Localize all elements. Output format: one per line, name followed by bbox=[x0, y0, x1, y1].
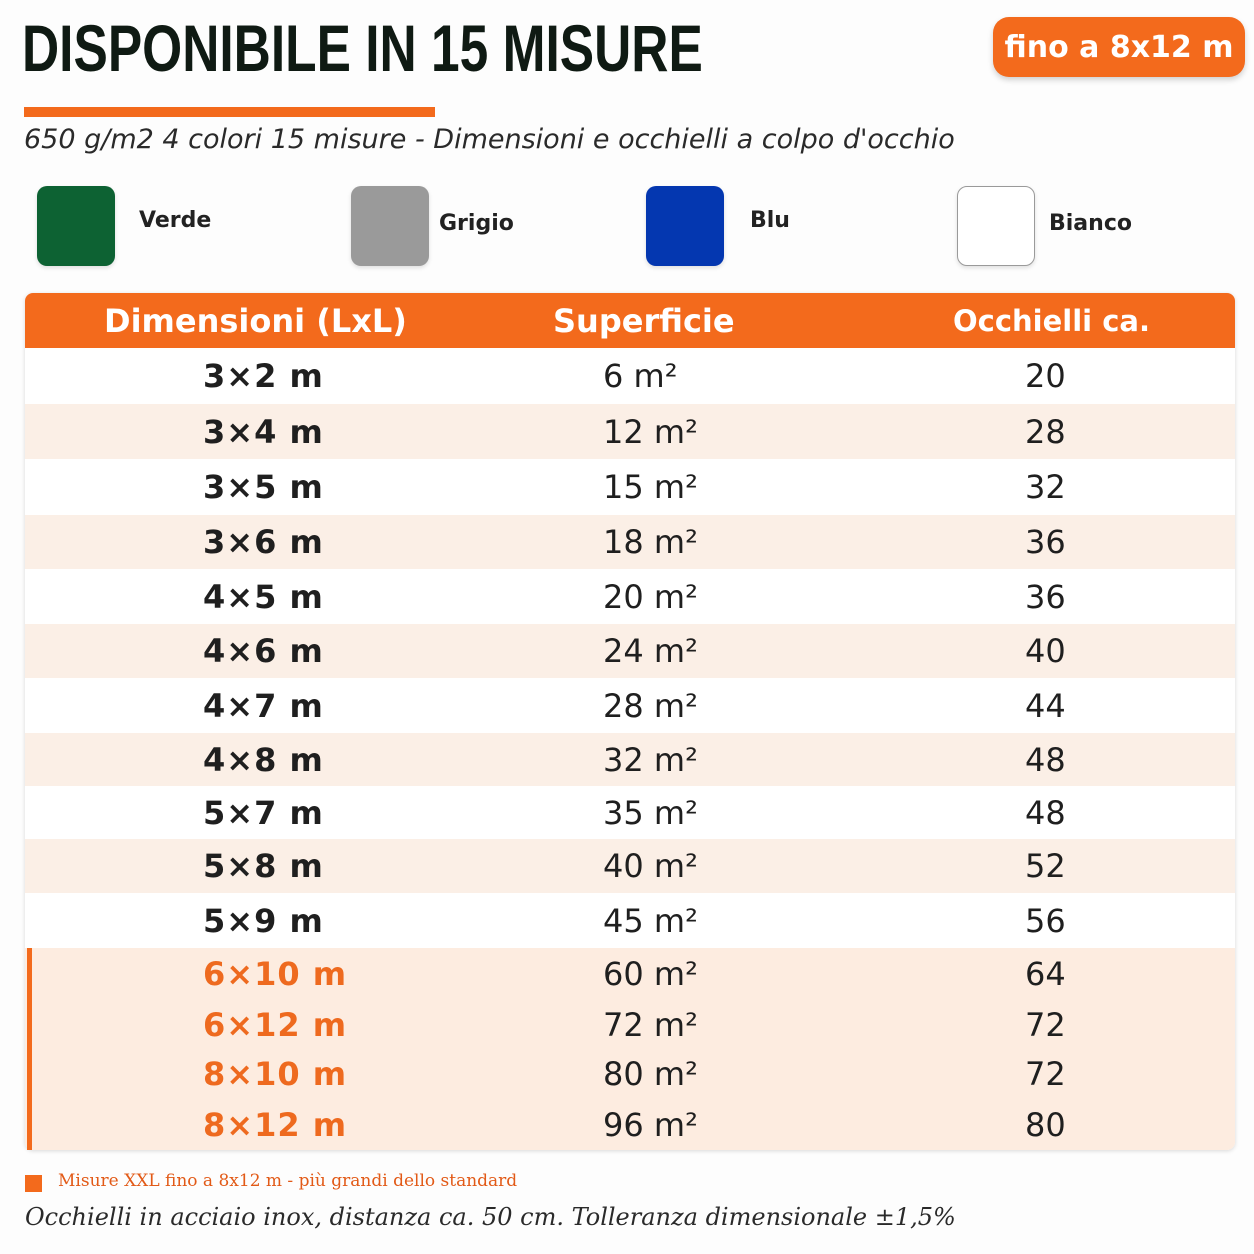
cell-surface: 12 m² bbox=[603, 412, 698, 451]
cell-eyelets: 28 bbox=[1025, 412, 1066, 451]
size-badge: fino a 8x12 m bbox=[993, 17, 1245, 77]
cell-dimensions: 4×5 m bbox=[203, 577, 324, 616]
table-row bbox=[25, 948, 1235, 1000]
table-row bbox=[25, 786, 1235, 839]
table-row bbox=[25, 569, 1235, 624]
cell-eyelets: 52 bbox=[1025, 847, 1066, 885]
cell-surface: 28 m² bbox=[603, 686, 698, 725]
cell-surface: 15 m² bbox=[603, 468, 698, 506]
header-eyelets: Occhielli ca. bbox=[953, 303, 1150, 338]
cell-surface: 24 m² bbox=[603, 632, 698, 670]
cell-dimensions: 5×7 m bbox=[203, 793, 324, 832]
color-label-bianco: Bianco bbox=[1049, 211, 1132, 236]
cell-dimensions: 4×7 m bbox=[203, 686, 324, 725]
cell-surface: 18 m² bbox=[603, 523, 698, 561]
header-dimensions: Dimensioni (LxL) bbox=[104, 301, 407, 340]
cell-surface: 40 m² bbox=[603, 847, 698, 885]
color-label-grigio: Grigio bbox=[439, 211, 514, 236]
table-row bbox=[25, 348, 1235, 404]
cell-surface: 6 m² bbox=[603, 357, 678, 395]
cell-eyelets: 40 bbox=[1025, 632, 1066, 670]
color-swatch-bianco bbox=[957, 186, 1035, 266]
table-row bbox=[25, 839, 1235, 893]
table-row bbox=[25, 404, 1235, 459]
subtitle: 650 g/m2 4 colori 15 misure - Dimensioni e occhielli a colpo d'occhio bbox=[24, 124, 955, 155]
color-label-verde: Verde bbox=[139, 208, 212, 233]
cell-dimensions: 3×6 m bbox=[203, 523, 324, 561]
xxl-legend-text: Misure XXL fino a 8x12 m - più grandi dello standard bbox=[58, 1171, 518, 1191]
cell-eyelets: 56 bbox=[1025, 901, 1066, 940]
cell-eyelets: 20 bbox=[1025, 357, 1066, 395]
cell-eyelets: 36 bbox=[1025, 577, 1066, 616]
color-swatch-grigio bbox=[351, 186, 429, 266]
xxl-highlight-bar bbox=[27, 948, 32, 1150]
cell-dimensions: 3×2 m bbox=[203, 357, 324, 395]
table-row bbox=[25, 678, 1235, 733]
table-row bbox=[25, 515, 1235, 569]
header-surface: Superficie bbox=[553, 301, 735, 340]
cell-surface: 60 m² bbox=[603, 955, 698, 993]
table-header bbox=[25, 293, 1235, 348]
cell-eyelets: 32 bbox=[1025, 468, 1066, 506]
cell-eyelets: 36 bbox=[1025, 523, 1066, 561]
cell-dimensions: 8×12 m bbox=[203, 1105, 348, 1144]
color-swatch-blu bbox=[646, 186, 724, 266]
cell-surface: 72 m² bbox=[603, 1005, 698, 1044]
table-row bbox=[25, 893, 1235, 948]
cell-surface: 96 m² bbox=[603, 1105, 698, 1144]
size-table bbox=[25, 293, 1235, 1150]
cell-surface: 20 m² bbox=[603, 577, 698, 616]
cell-eyelets: 72 bbox=[1025, 1005, 1066, 1044]
xxl-legend-marker bbox=[25, 1175, 42, 1192]
table-row bbox=[25, 624, 1235, 678]
color-label-blu: Blu bbox=[750, 208, 790, 233]
cell-surface: 32 m² bbox=[603, 740, 698, 779]
cell-eyelets: 48 bbox=[1025, 793, 1066, 832]
title-underline bbox=[24, 107, 435, 117]
cell-dimensions: 3×4 m bbox=[203, 412, 324, 451]
cell-eyelets: 72 bbox=[1025, 1055, 1066, 1093]
cell-dimensions: 5×8 m bbox=[203, 847, 324, 885]
cell-eyelets: 44 bbox=[1025, 686, 1066, 725]
table-row bbox=[25, 459, 1235, 515]
table-row bbox=[25, 1000, 1235, 1049]
cell-dimensions: 4×8 m bbox=[203, 740, 324, 779]
cell-surface: 45 m² bbox=[603, 901, 698, 940]
cell-dimensions: 6×12 m bbox=[203, 1005, 348, 1044]
color-swatch-verde bbox=[37, 186, 115, 266]
cell-dimensions: 6×10 m bbox=[203, 955, 348, 993]
footnote: Occhielli in acciaio inox, distanza ca. 50 cm. Tolleranza dimensionale ±1,5% bbox=[25, 1203, 956, 1231]
cell-surface: 35 m² bbox=[603, 793, 698, 832]
cell-eyelets: 64 bbox=[1025, 955, 1066, 993]
page-title: DISPONIBILE IN 15 MISURE bbox=[22, 11, 703, 85]
table-row bbox=[25, 733, 1235, 786]
cell-dimensions: 4×6 m bbox=[203, 632, 324, 670]
table-row bbox=[25, 1049, 1235, 1099]
table-row bbox=[25, 1099, 1235, 1150]
cell-eyelets: 80 bbox=[1025, 1105, 1066, 1144]
cell-dimensions: 5×9 m bbox=[203, 901, 324, 940]
cell-dimensions: 3×5 m bbox=[203, 468, 324, 506]
cell-surface: 80 m² bbox=[603, 1055, 698, 1093]
cell-eyelets: 48 bbox=[1025, 740, 1066, 779]
cell-dimensions: 8×10 m bbox=[203, 1055, 348, 1093]
